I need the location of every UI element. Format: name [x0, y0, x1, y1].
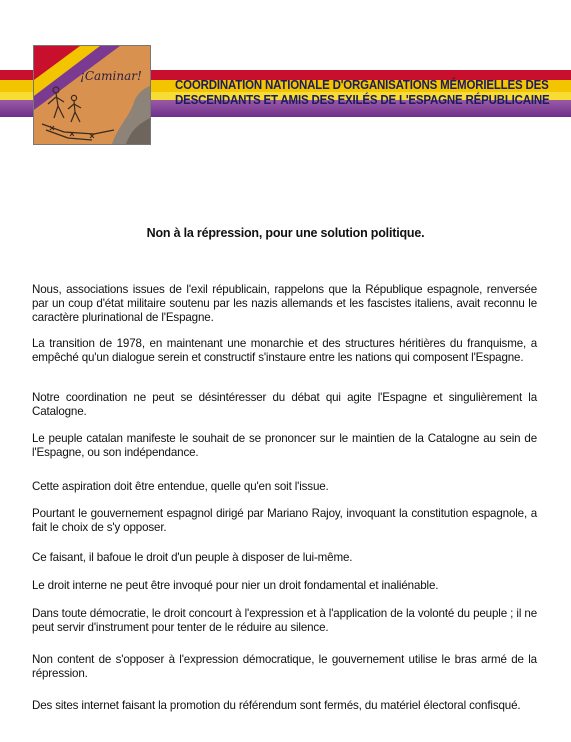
document-title: Non à la répression, pour une solution politique. [146, 226, 425, 240]
paragraph: Non content de s'opposer à l'expression démocratique, le gouvernement utilise le bras armé de la répression. [32, 653, 537, 680]
paragraph: La transition de 1978, en maintenant une monarchie et des structures héritières du franquisme, a empêché qu'un dialogue serein et constructif s'instaure entre les nations qui composent l'Espagne. [32, 337, 537, 364]
paragraph: Nous, associations issues de l'exil républicain, rappelons que la République espagnole, renversée par un coup d'état militaire soutenu par les nazis allemands et les fascistes italiens, avait reconnu le caractère plurinational de l'Espagne. [32, 283, 537, 324]
paragraph: Des sites internet faisant la promotion du référendum sont fermés, du matériel électoral confisqué. [32, 699, 521, 712]
paragraph: Dans toute démocratie, le droit concourt à l'expression et à l'application de la volonté du peuple ; il ne peut servir d'instrument pour tenter de le réduire au silence. [32, 607, 537, 634]
caminar-logo [33, 45, 151, 145]
paragraph: Le peuple catalan manifeste le souhait de se prononcer sur le maintien de la Catalogne au sein de l'Espagne, ou son indépendance. [32, 432, 537, 459]
paragraph: Le droit interne ne peut être invoqué pour nier un droit fondamental et inaliénable. [32, 579, 439, 592]
header-title-line-1: COORDINATION NATIONALE D'ORGANISATIONS MÉMORIELLES DES [175, 78, 549, 92]
paragraph: Notre coordination ne peut se désintéresser du débat qui agite l'Espagne et singulièrement la Catalogne. [32, 391, 537, 418]
organization-header [175, 78, 550, 108]
logo-artwork [34, 46, 150, 144]
logo-text: ¡Caminar! [80, 69, 142, 83]
paragraph: Cette aspiration doit être entendue, quelle qu'en soit l'issue. [32, 480, 329, 493]
paragraph: Pourtant le gouvernement espagnol dirigé par Mariano Rajoy, invoquant la constitution espagnole, a fait le choix de s'y opposer. [32, 507, 537, 534]
paragraph: Ce faisant, il bafoue le droit d'un peuple à disposer de lui-même. [32, 551, 353, 564]
header-title-line-2: DESCENDANTS ET AMIS DES EXILÉS DE L'ESPAGNE RÉPUBLICAINE [175, 93, 550, 107]
